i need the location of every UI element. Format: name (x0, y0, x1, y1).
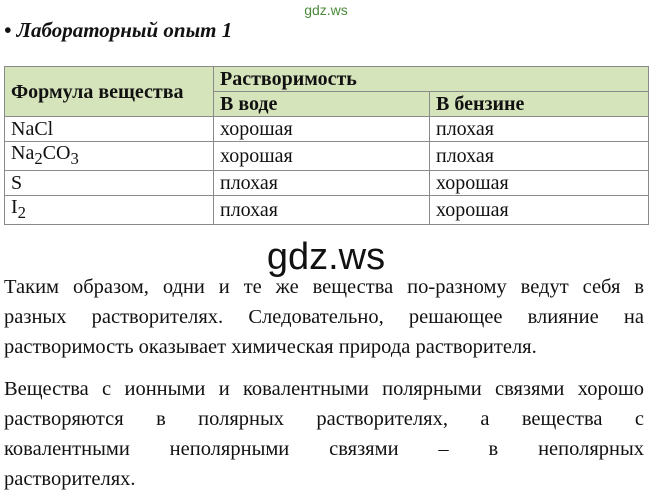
water-cell: хорошая (214, 142, 430, 171)
formula-cell: NaCl (5, 117, 214, 142)
watermark-top: gdz.ws (304, 2, 348, 18)
formula-cell: $I_2$ (5, 196, 214, 225)
header-formula: Формула вещества (5, 67, 214, 117)
paragraph-line: растворителях. (4, 468, 136, 490)
formula-cell: $Na_2CO_3$ (5, 142, 214, 171)
gasoline-cell: хорошая (430, 171, 649, 196)
header-gasoline: В бензине (430, 92, 649, 117)
paragraph-line: ковалентными неполярными связями – в неполярных (4, 438, 644, 460)
paragraph-line: Вещества с ионными и ковалентными полярными связями хорошо (4, 378, 644, 400)
water-cell: хорошая (214, 117, 430, 142)
bonds-paragraph (4, 374, 644, 494)
paragraph-line: растворимость оказывает химическая природа растворителя. (4, 336, 537, 358)
lab-heading: • Лабораторный опыт 1 (4, 18, 233, 42)
paragraph-line: Таким образом, одни и те же вещества по-разному ведут себя в (4, 276, 644, 298)
gasoline-cell: плохая (430, 117, 649, 142)
paragraph-line: растворяются в полярных растворителях, а вещества с (4, 408, 644, 430)
table-row (5, 142, 649, 171)
header-solubility: Растворимость (214, 67, 649, 92)
water-cell: плохая (214, 196, 430, 225)
watermark-middle: gdz.ws (266, 236, 386, 278)
water-cell: плохая (214, 171, 430, 196)
header-water: В воде (214, 92, 430, 117)
gasoline-cell: плохая (430, 142, 649, 171)
table-row (5, 117, 649, 142)
formula-cell: S (5, 171, 214, 196)
conclusion-paragraph (4, 272, 644, 362)
table-row (5, 171, 649, 196)
table-header-row (5, 67, 649, 92)
solubility-table (4, 66, 649, 225)
paragraph-line: разных растворителях. Следовательно, решающее влияние на (4, 306, 644, 328)
gasoline-cell: хорошая (430, 196, 649, 225)
table-row (5, 196, 649, 225)
